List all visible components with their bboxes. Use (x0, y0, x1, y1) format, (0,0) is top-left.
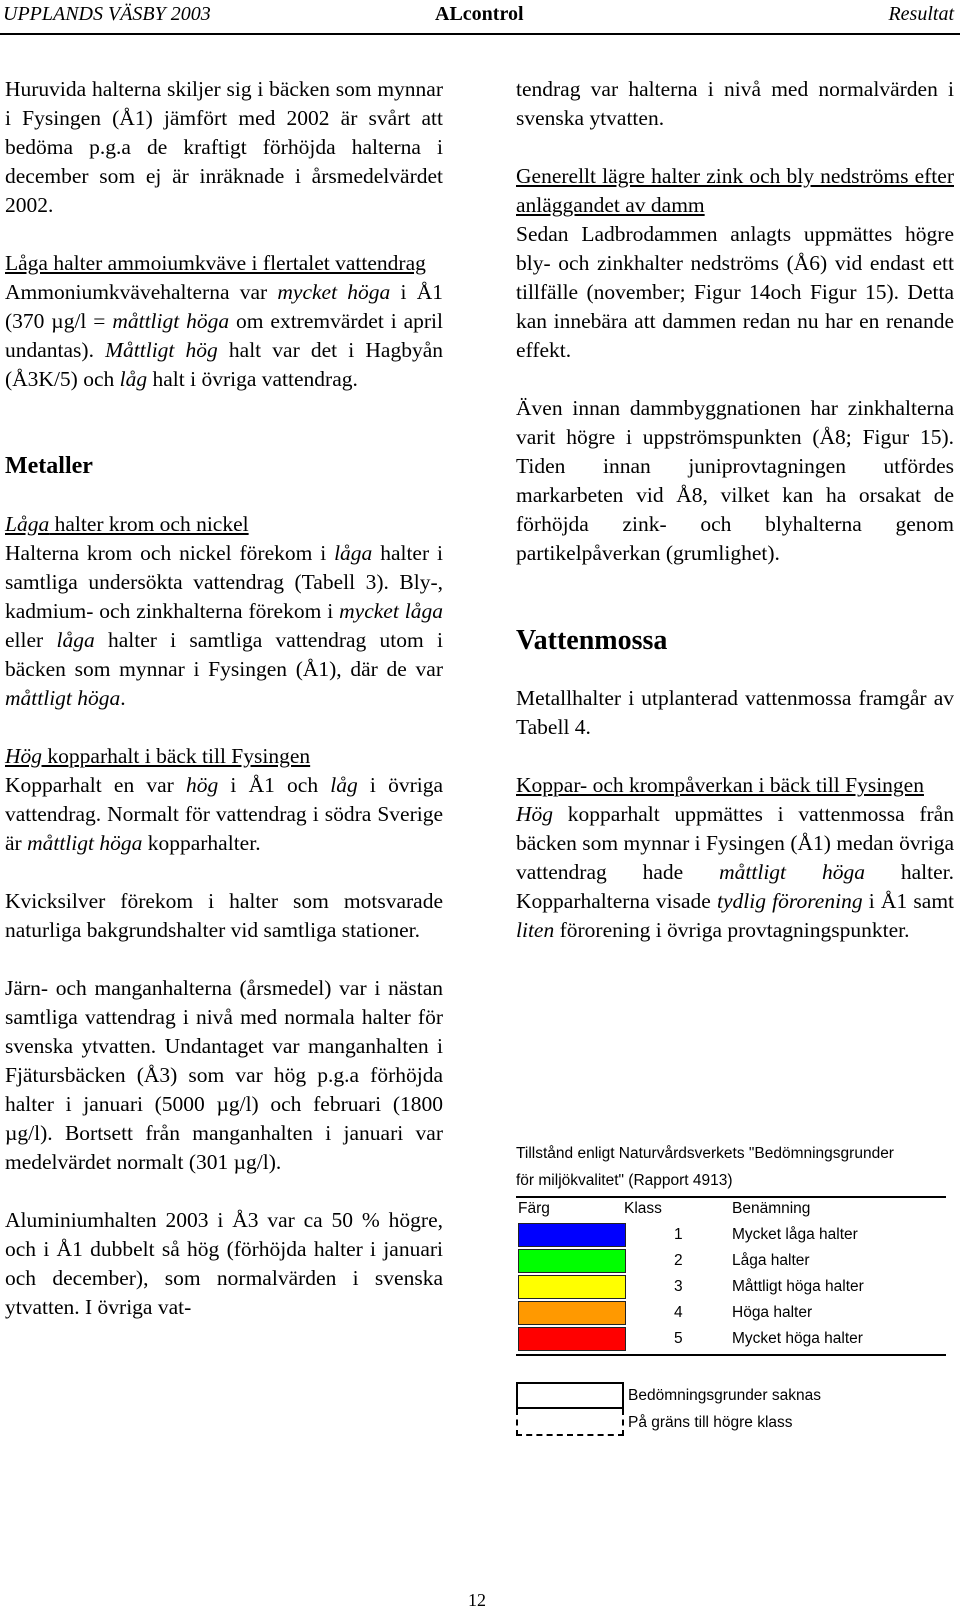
legend-col-farg: Färg (518, 1200, 550, 1217)
header-left: UPPLANDS VÄSBY 2003 (3, 3, 211, 25)
legend-color-swatch (518, 1249, 626, 1273)
emphasis: Hög (516, 802, 554, 826)
text: om extremvärdet i april undantas). (5, 309, 443, 362)
emphasis: låg (119, 367, 148, 391)
koppar-krom-heading: Koppar- och krompåverkan i bäck till Fysingen (516, 773, 924, 797)
text: halt i övriga vattendrag. (147, 367, 358, 391)
zink-section (516, 162, 954, 365)
text: Halterna krom och nickel förekom i (5, 541, 335, 565)
emphasis: tydlig förorening (717, 889, 863, 913)
left-column (5, 75, 443, 1351)
paragraph-metallhalter: Metallhalter i utplanterad vattenmossa framgår av Tabell 4. (516, 686, 954, 739)
legend-title-line2: för miljökvalitet" (Rapport 4913) (516, 1172, 733, 1189)
legend-benamning: Mycket höga halter (732, 1330, 863, 1347)
text: halter i samtliga undersökta vattendrag (Tabell 3). Bly-, kadmium- och zinkhalterna förekom i (5, 541, 443, 623)
legend-klass: 1 (674, 1226, 683, 1243)
right-column (516, 75, 954, 974)
legend-row (516, 1326, 946, 1352)
text: eller (5, 628, 57, 652)
vattenmossa-heading: Vattenmossa (516, 625, 668, 656)
ammonium-section (5, 249, 443, 394)
legend-title-line1: Tillstånd enligt Naturvårdsverkets "Bedömningsgrunder (516, 1145, 894, 1162)
paragraph-aven: Även innan dammbyggnationen har zinkhalterna varit högre i uppströmspunkten (Å8; Figur 15). Tiden innan juniprovtagningen utfördes markarbeten vid Å8, vilket kan ha orsakat de förhöjda zink- och blyhalterna genom partikelpåverkan (grumlighet). (516, 396, 954, 565)
koppar-krom-section (516, 771, 954, 945)
paragraph-kvicksilver: Kvicksilver förekom i halter som motsvarade naturliga bakgrundshalter vid samtliga stationer. (5, 889, 443, 942)
legend-bottom-rule (516, 1354, 946, 1356)
legend-color-swatch (518, 1275, 626, 1299)
emphasis: måttligt höga (5, 686, 121, 710)
text: kopparhalter. (142, 831, 261, 855)
emphasis: Måttligt hög (105, 338, 218, 362)
legend-benamning: Höga halter (732, 1304, 813, 1321)
legend-row (516, 1222, 946, 1248)
header-center: ALcontrol (435, 3, 524, 25)
text: i övriga vattendrag. Normalt för vattendrag i södra Sverige är (5, 773, 444, 855)
legend-row (516, 1274, 946, 1300)
emphasis: måttligt höga (27, 831, 143, 855)
text: halt var det i Hagbyån (Å3K/5) och (5, 338, 444, 391)
legend-header (516, 1196, 946, 1222)
legend-row (516, 1300, 946, 1326)
legend-klass: 3 (674, 1278, 683, 1295)
paragraph-aluminium: Aluminiumhalten 2003 i Å3 var ca 50 % högre, och i Å1 dubbelt så hög (förhöjda halter i januari och december), som normalvärden i svenska ytvatten. I övriga vat- (5, 1208, 443, 1319)
legend-missing-label: Bedömningsgrunder saknas (628, 1387, 822, 1404)
heading-rest: kopparhalt i bäck till Fysingen (42, 744, 311, 768)
legend-color-swatch (518, 1327, 626, 1351)
emphasis: måttligt höga (719, 860, 865, 884)
heading-italic: Låga (5, 512, 50, 536)
legend-color-swatch (518, 1223, 626, 1247)
legend-benamning: Mycket låga halter (732, 1226, 858, 1243)
koppar-heading (5, 742, 443, 771)
legend-klass: 4 (674, 1304, 683, 1321)
spacer (5, 423, 443, 452)
paragraph-huruvida: Huruvida halterna skiljer sig i bäcken som mynnar i Fysingen (Å1) jämfört med 2002 är svårt att bedöma p.g.a de kraftigt förhöjda halterna i december som ej är inräknade i årsmedelvärdet 2002. (5, 77, 443, 217)
emphasis: liten (516, 918, 555, 942)
text: Kopparhalt en var (5, 773, 186, 797)
legend-benamning: Måttligt höga halter (732, 1278, 864, 1295)
legend-border-swatch (516, 1409, 624, 1436)
paragraph-jarn-mangan: Järn- och manganhalterna (årsmedel) var i nästan samtliga vattendrag i nivå med normala halter för svenska ytvatten. Undantaget var manganhalten i Fjätursbäcken (Å3) som var hög p.g.a förhöjda halter i januari (5000 µg/l) och februari (1800 µg/l). Bortsett från manganhalten i januari var medelvärdet normalt (301 µg/l). (5, 976, 443, 1174)
koppar-section (5, 742, 443, 858)
krom-heading (5, 510, 443, 539)
ammonium-heading: Låga halter ammoiumkväve i flertalet vattendrag (5, 251, 426, 275)
text: halter. Kopparhalterna visade (516, 860, 954, 913)
metaller-heading: Metaller (5, 453, 93, 479)
text: . (120, 686, 126, 710)
emphasis: låga (334, 541, 373, 565)
text: i Å1 och (218, 773, 331, 797)
legend-col-klass: Klass (624, 1200, 662, 1217)
legend-border-label: På gräns till högre klass (628, 1414, 793, 1431)
legend-benamning: Låga halter (732, 1252, 810, 1269)
text: i Å1 (370 µg/l = (5, 280, 444, 333)
text: halter i samtliga vattendrag utom i bäcken som mynnar i Fysingen (Å1), där de var (5, 628, 443, 681)
zink-text: Sedan Ladbrodammen anlagts uppmättes högre bly- och zinkhalter nedströms (Å6) vid endast ett tillfälle (november; Figur 14och Figur 15). Detta kan innebära att dammen redan nu har en renande effekt. (516, 222, 954, 362)
text: förorening i övriga provtagningspunkter. (554, 918, 910, 942)
legend-border-row (516, 1409, 896, 1436)
text: Ammoniumkvävehalterna var (5, 280, 278, 304)
zink-heading: Generellt lägre halter zink och bly nedströms efter anläggandet av damm (516, 164, 954, 217)
legend-color-swatch (518, 1301, 626, 1325)
emphasis: hög (186, 773, 219, 797)
legend-row (516, 1248, 946, 1274)
classification-legend (516, 1140, 946, 1356)
legend-klass: 2 (674, 1252, 683, 1269)
emphasis: mycket låga (339, 599, 443, 623)
legend-extra (516, 1382, 896, 1436)
header-right: Resultat (888, 3, 954, 25)
legend-rows (516, 1222, 946, 1352)
legend-klass: 5 (674, 1330, 683, 1347)
emphasis: måttligt höga (112, 309, 230, 333)
heading-rest: halter krom och nickel (49, 512, 249, 536)
emphasis: låg (330, 773, 358, 797)
krom-section (5, 510, 443, 713)
header-rule (0, 33, 960, 35)
text: kopparhalt uppmättes i vattenmossa från bäcken som mynnar i Fysingen (Å1) medan övriga vattendrag hade (516, 802, 954, 884)
text: i Å1 samt (862, 889, 955, 913)
legend-missing-row (516, 1382, 896, 1409)
emphasis: mycket höga (277, 280, 391, 304)
page-number: 12 (468, 1590, 486, 1610)
page-header (0, 0, 960, 32)
emphasis: låga (56, 628, 95, 652)
spacer (516, 597, 954, 626)
heading-italic: Hög (5, 744, 43, 768)
legend-col-benamning: Benämning (732, 1200, 811, 1217)
paragraph-continued: tendrag var halterna i nivå med normalvärden i svenska ytvatten. (516, 77, 954, 130)
legend-missing-swatch (516, 1382, 624, 1409)
